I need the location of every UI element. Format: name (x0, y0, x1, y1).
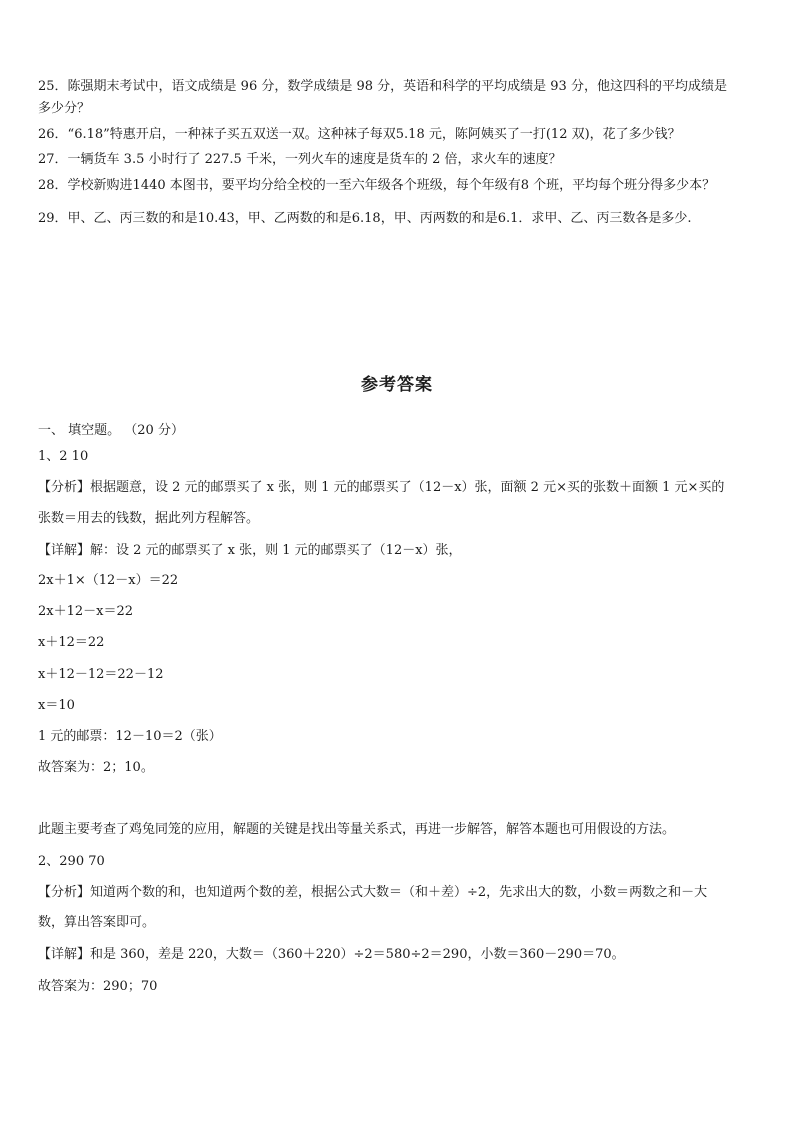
answer-2-detail: 【详解】和是 360，差是 220，大数＝（360＋220）÷2＝580÷2＝290，小数＝360－290＝70。 (38, 947, 625, 962)
question-25-line2: 多少分？ (38, 101, 91, 116)
question-27: 27．一辆货车 3.5 小时行了 227.5 千米，一列火车的速度是货车的 2 倍，求火车的速度？ (38, 152, 562, 167)
answer-1-step: 2x＋12－x＝22 (38, 604, 134, 619)
answer-2-final: 故答案为：290；70 (38, 979, 158, 994)
answer-1-step: x＋12－12＝22－12 (38, 667, 164, 682)
answer-2-analysis-line2: 数，算出答案即可。 (38, 915, 156, 930)
question-28: 28．学校新购进1440 本图书，要平均分给全校的一至六年级各个班级，每个年级有8 个班，平均每个班分得多少本？ (38, 178, 716, 193)
question-29: 29．甲、乙、丙三数的和是10.43，甲、乙两数的和是6.18，甲、丙两数的和是6.1．求甲、乙、丙三数各是多少. (38, 211, 692, 226)
question-25-line1: 25．陈强期末考试中，语文成绩是 96 分，数学成绩是 98 分，英语和科学的平均成绩是 93 分，他这四科的平均成绩是 (38, 79, 727, 94)
answer-1-head: 1、2 10 (38, 449, 89, 464)
answer-1-analysis-line2: 张数＝用去的钱数，据此列方程解答。 (38, 511, 260, 526)
answer-1-step: 2x＋1×（12－x）＝22 (38, 573, 179, 588)
answer-2-analysis-line1: 【分析】知道两个数的和，也知道两个数的差，根据公式大数＝（和＋差）÷2，先求出大的数，小数＝两数之和－大 (38, 885, 708, 900)
answer-2-head: 2、290 70 (38, 854, 105, 869)
answer-1-analysis-line1: 【分析】根据题意，设 2 元的邮票买了 x 张，则 1 元的邮票买了（12－x）张，面额 2 元×买的张数＋面额 1 元×买的 (38, 480, 725, 495)
answer-1-final: 故答案为：2；10。 (38, 760, 154, 775)
answer-1-detail: 【详解】解：设 2 元的邮票买了 x 张，则 1 元的邮票买了（12－x）张， (38, 543, 462, 558)
answer-1-note: 此题主要考查了鸡兔同笼的应用，解题的关键是找出等量关系式，再进一步解答，解答本题也可用假设的方法。 (38, 822, 676, 837)
answer-1-step: x＝10 (38, 698, 75, 713)
answer-title: 参考答案 (361, 375, 433, 395)
answer-1-step: x＋12＝22 (38, 635, 105, 650)
question-26: 26．“6.18”特惠开启，一种袜子买五双送一双。这种袜子每双5.18 元，陈阿姨买了一打(12 双)，花了多少钱？ (38, 127, 681, 142)
answer-1-step: 1 元的邮票：12－10＝2（张） (38, 729, 222, 744)
section-heading: 一、 填空题。 （20 分） (38, 423, 184, 438)
